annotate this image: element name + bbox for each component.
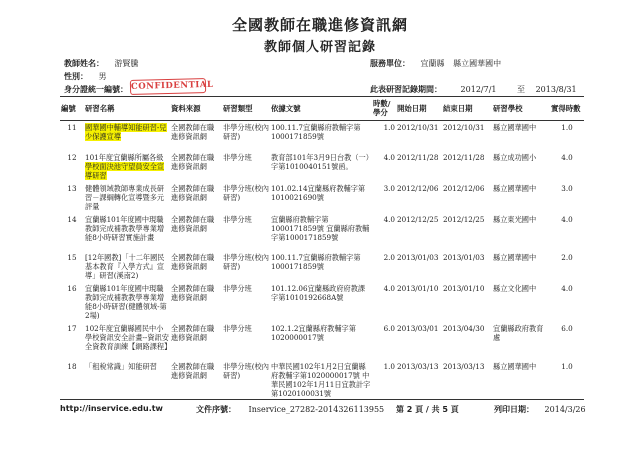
unit-county: 宜蘭縣 — [420, 59, 445, 68]
cell-source: 全國教師在職進修資訊網 — [171, 214, 215, 233]
cell-school: 縣立國華國中 — [493, 183, 537, 193]
cell-no: 15 — [67, 252, 77, 262]
page-indicator: 第 2 頁 / 共 5 頁 — [396, 405, 459, 414]
cell-earned: 4.0 — [561, 214, 573, 224]
cell-name: 健體領域教師專業成長研習－課綱轉化宣導暨多元評量 — [85, 183, 165, 211]
cell-name: [12年國教]「十二年國民基本教育『入學方式』宣導」研習(溪南2) — [85, 252, 165, 280]
cell-earned: 4.0 — [561, 283, 573, 293]
cell-school: 縣立東光國中 — [493, 214, 537, 224]
col-earned: 實得時數 — [550, 97, 584, 121]
cell-end: 2013/01/03 — [443, 252, 485, 262]
cell-source: 全國教師在職進修資訊網 — [171, 283, 215, 302]
cell-type: 非學分班 — [223, 283, 252, 293]
id-label: 身分證統一編號： — [64, 85, 128, 94]
course-name: 101年度宜蘭縣所屬各級 — [85, 152, 164, 162]
cell-earned: 1.0 — [561, 361, 573, 371]
cell-type: 非學分班(校內研習) — [223, 361, 269, 380]
records-table — [60, 97, 584, 400]
report-title: 教師個人研習記錄 — [263, 40, 376, 55]
cell-no: 14 — [67, 214, 77, 224]
cell-end: 2012/11/28 — [443, 152, 485, 162]
cell-type: 非學分班(校內研習) — [223, 123, 269, 141]
cell-name — [84, 151, 170, 182]
cell-no: 11 — [67, 123, 77, 132]
cell-earned: 6.0 — [561, 323, 573, 333]
col-end: 結束日期 — [442, 97, 492, 121]
cell-start: 2013/03/13 — [397, 361, 439, 371]
cell-no: 18 — [67, 361, 77, 371]
cell-start: 2013/01/03 — [397, 252, 439, 262]
col-no: 編號 — [60, 97, 84, 121]
cell-hours: 3.0 — [383, 183, 395, 193]
table-row — [60, 282, 584, 322]
cell-type: 非學分班 — [223, 323, 252, 333]
cell-start: 2013/03/01 — [397, 323, 439, 333]
print-label: 列印日期： — [494, 405, 534, 414]
cell-source: 全國教師在職進修資訊網 — [171, 361, 215, 380]
cell-doc: 101.02.14宜蘭縣府教輔字第1010021690號 — [271, 183, 366, 202]
cell-name — [84, 121, 170, 151]
cell-hours: 6.0 — [383, 323, 395, 333]
course-name-highlight: 國華國中輔導知能研習-兒少保護宣導 — [85, 123, 167, 141]
cell-school: 縣立國華國中 — [493, 252, 537, 262]
cell-doc: 教育部101年3月9日台教（一）字第1010040151號函。 — [271, 152, 370, 171]
period-end: 2013/8/31 — [535, 85, 577, 94]
cell-no: 12 — [67, 152, 77, 162]
cell-name: 宜蘭縣101年度國中現職教師完成補教教學專業增能8小時研習(健體領域-第2場) — [85, 283, 167, 320]
col-hours: 時數/學分 — [372, 97, 396, 121]
cell-hours: 1.0 — [383, 123, 395, 132]
table-row — [60, 360, 584, 400]
doc-label: 文件序號： — [196, 405, 236, 414]
cell-type: 非學分班(校內研習) — [223, 183, 269, 202]
confidential-stamp: CONFIDENTIAL — [130, 78, 206, 95]
cell-doc: 101.12.06宜蘭縣政府府教課字第1010192668A號 — [271, 283, 366, 302]
cell-start: 2013/01/10 — [397, 283, 439, 293]
cell-earned: 1.0 — [561, 123, 573, 132]
cell-earned: 3.0 — [561, 183, 573, 193]
gender-value: 男 — [98, 72, 107, 81]
cell-name: 102年度宜蘭縣國民中小學校資訊安全計畫--資訊安全資教育訓練【網路課程】 — [85, 323, 172, 351]
cell-no: 16 — [67, 283, 77, 293]
cell-source: 全國教師在職進修資訊網 — [171, 152, 215, 171]
unit-row — [370, 58, 501, 69]
cell-source: 全國教師在職進修資訊網 — [171, 183, 215, 202]
cell-end: 2013/03/13 — [443, 361, 485, 371]
cell-type: 非學分班(校內研習) — [223, 252, 269, 271]
col-name: 研習名稱 — [84, 97, 170, 121]
cell-start: 2012/12/06 — [397, 183, 439, 193]
cell-source: 全國教師在職進修資訊網 — [171, 252, 215, 271]
table-row — [60, 182, 584, 213]
cell-no: 17 — [67, 323, 77, 333]
cell-end: 2012/12/25 — [443, 214, 485, 224]
footer-print — [494, 404, 586, 415]
col-school: 研習學校 — [492, 97, 550, 121]
table-row — [60, 151, 584, 182]
table-row — [60, 121, 584, 151]
cell-type: 非學分班 — [223, 214, 252, 224]
site-title: 全國教師在職進修資訊網 — [231, 16, 408, 34]
gender-label: 性別： — [64, 72, 88, 81]
cell-school: 宜蘭縣政府教育處 — [493, 323, 544, 342]
cell-earned: 2.0 — [561, 252, 573, 262]
col-start: 開始日期 — [396, 97, 442, 121]
cell-hours: 4.0 — [383, 152, 395, 162]
gender-row — [64, 71, 107, 82]
cell-source: 全國教師在職進修資訊網 — [171, 323, 215, 342]
cell-doc: 中華民國102年1月2日宜蘭縣府教輔字第1020000017號 中華民國102年1月11日宜教計字第1020100031號 — [271, 361, 371, 398]
print-date: 2014/3/26 — [544, 405, 586, 414]
cell-end: 2013/01/10 — [443, 283, 485, 293]
cell-no: 13 — [67, 183, 77, 193]
cell-start: 2012/11/28 — [397, 152, 439, 162]
table-row — [60, 251, 584, 282]
footer-divider — [60, 399, 584, 400]
cell-name: 「租稅常識」知能研習 — [85, 361, 157, 371]
cell-doc: 100.11.7宜蘭縣府教輔字第1000171859號 — [271, 123, 361, 141]
period-row — [370, 84, 577, 95]
cell-end: 2012/12/06 — [443, 183, 485, 193]
footer-doc — [196, 404, 384, 415]
table-header — [60, 97, 584, 121]
table-row — [60, 322, 584, 360]
cell-hours: 4.0 — [383, 283, 395, 293]
period-label: 此表研習記錄期間： — [370, 85, 442, 94]
teacher-name: 游賢騰 — [114, 59, 139, 68]
cell-school: 縣立國華國中 — [493, 361, 537, 371]
cell-name: 宜蘭縣101年度國中現職教師完成補教教學專業增能8小時研習實施計畫 — [85, 214, 165, 242]
unit-school: 縣立國華國中 — [453, 59, 502, 68]
cell-source: 全國教師在職進修資訊網 — [171, 123, 215, 141]
cell-hours: 4.0 — [383, 214, 395, 224]
cell-hours: 1.0 — [383, 361, 395, 371]
cell-school: 縣立文化國中 — [493, 283, 537, 293]
teacher-name-row — [64, 58, 139, 69]
cell-school: 縣立國華國中 — [493, 123, 537, 132]
cell-earned: 4.0 — [561, 152, 573, 162]
teacher-name-label: 教師姓名： — [64, 59, 104, 68]
footer-url[interactable]: http://inservice.edu.tw — [60, 404, 163, 413]
col-doc: 依據文號 — [270, 97, 372, 121]
period-start: 2012/7/1 — [460, 85, 497, 94]
cell-doc: 100.11.7宜蘭縣府教輔字第1000171859號 — [271, 252, 361, 271]
id-row — [64, 84, 128, 95]
cell-hours: 2.0 — [383, 252, 395, 262]
cell-school: 縣立成功國小 — [493, 152, 537, 162]
col-source: 資料來源 — [170, 97, 222, 121]
period-to: 至 — [517, 85, 526, 94]
cell-start: 2012/12/25 — [397, 214, 439, 224]
cell-end: 2013/04/30 — [443, 323, 485, 333]
cell-end: 2012/10/31 — [443, 123, 485, 132]
course-name-highlight: 學校面決池守望員安全宣導研習 — [85, 161, 165, 180]
cell-type: 非學分班 — [223, 152, 252, 162]
cell-doc: 宜蘭縣府教輔字第1000171859號 宜蘭縣府教輔字第1000171859號 — [271, 214, 370, 242]
cell-doc: 102.1.2宜蘭縣府教輔字第1020000017號 — [271, 323, 356, 342]
cell-start: 2012/10/31 — [397, 123, 439, 132]
unit-label: 服務單位： — [370, 59, 410, 68]
table-row — [60, 213, 584, 251]
col-type: 研習類型 — [222, 97, 270, 121]
doc-number: Inservice_27282-2014326113955 — [248, 405, 385, 414]
